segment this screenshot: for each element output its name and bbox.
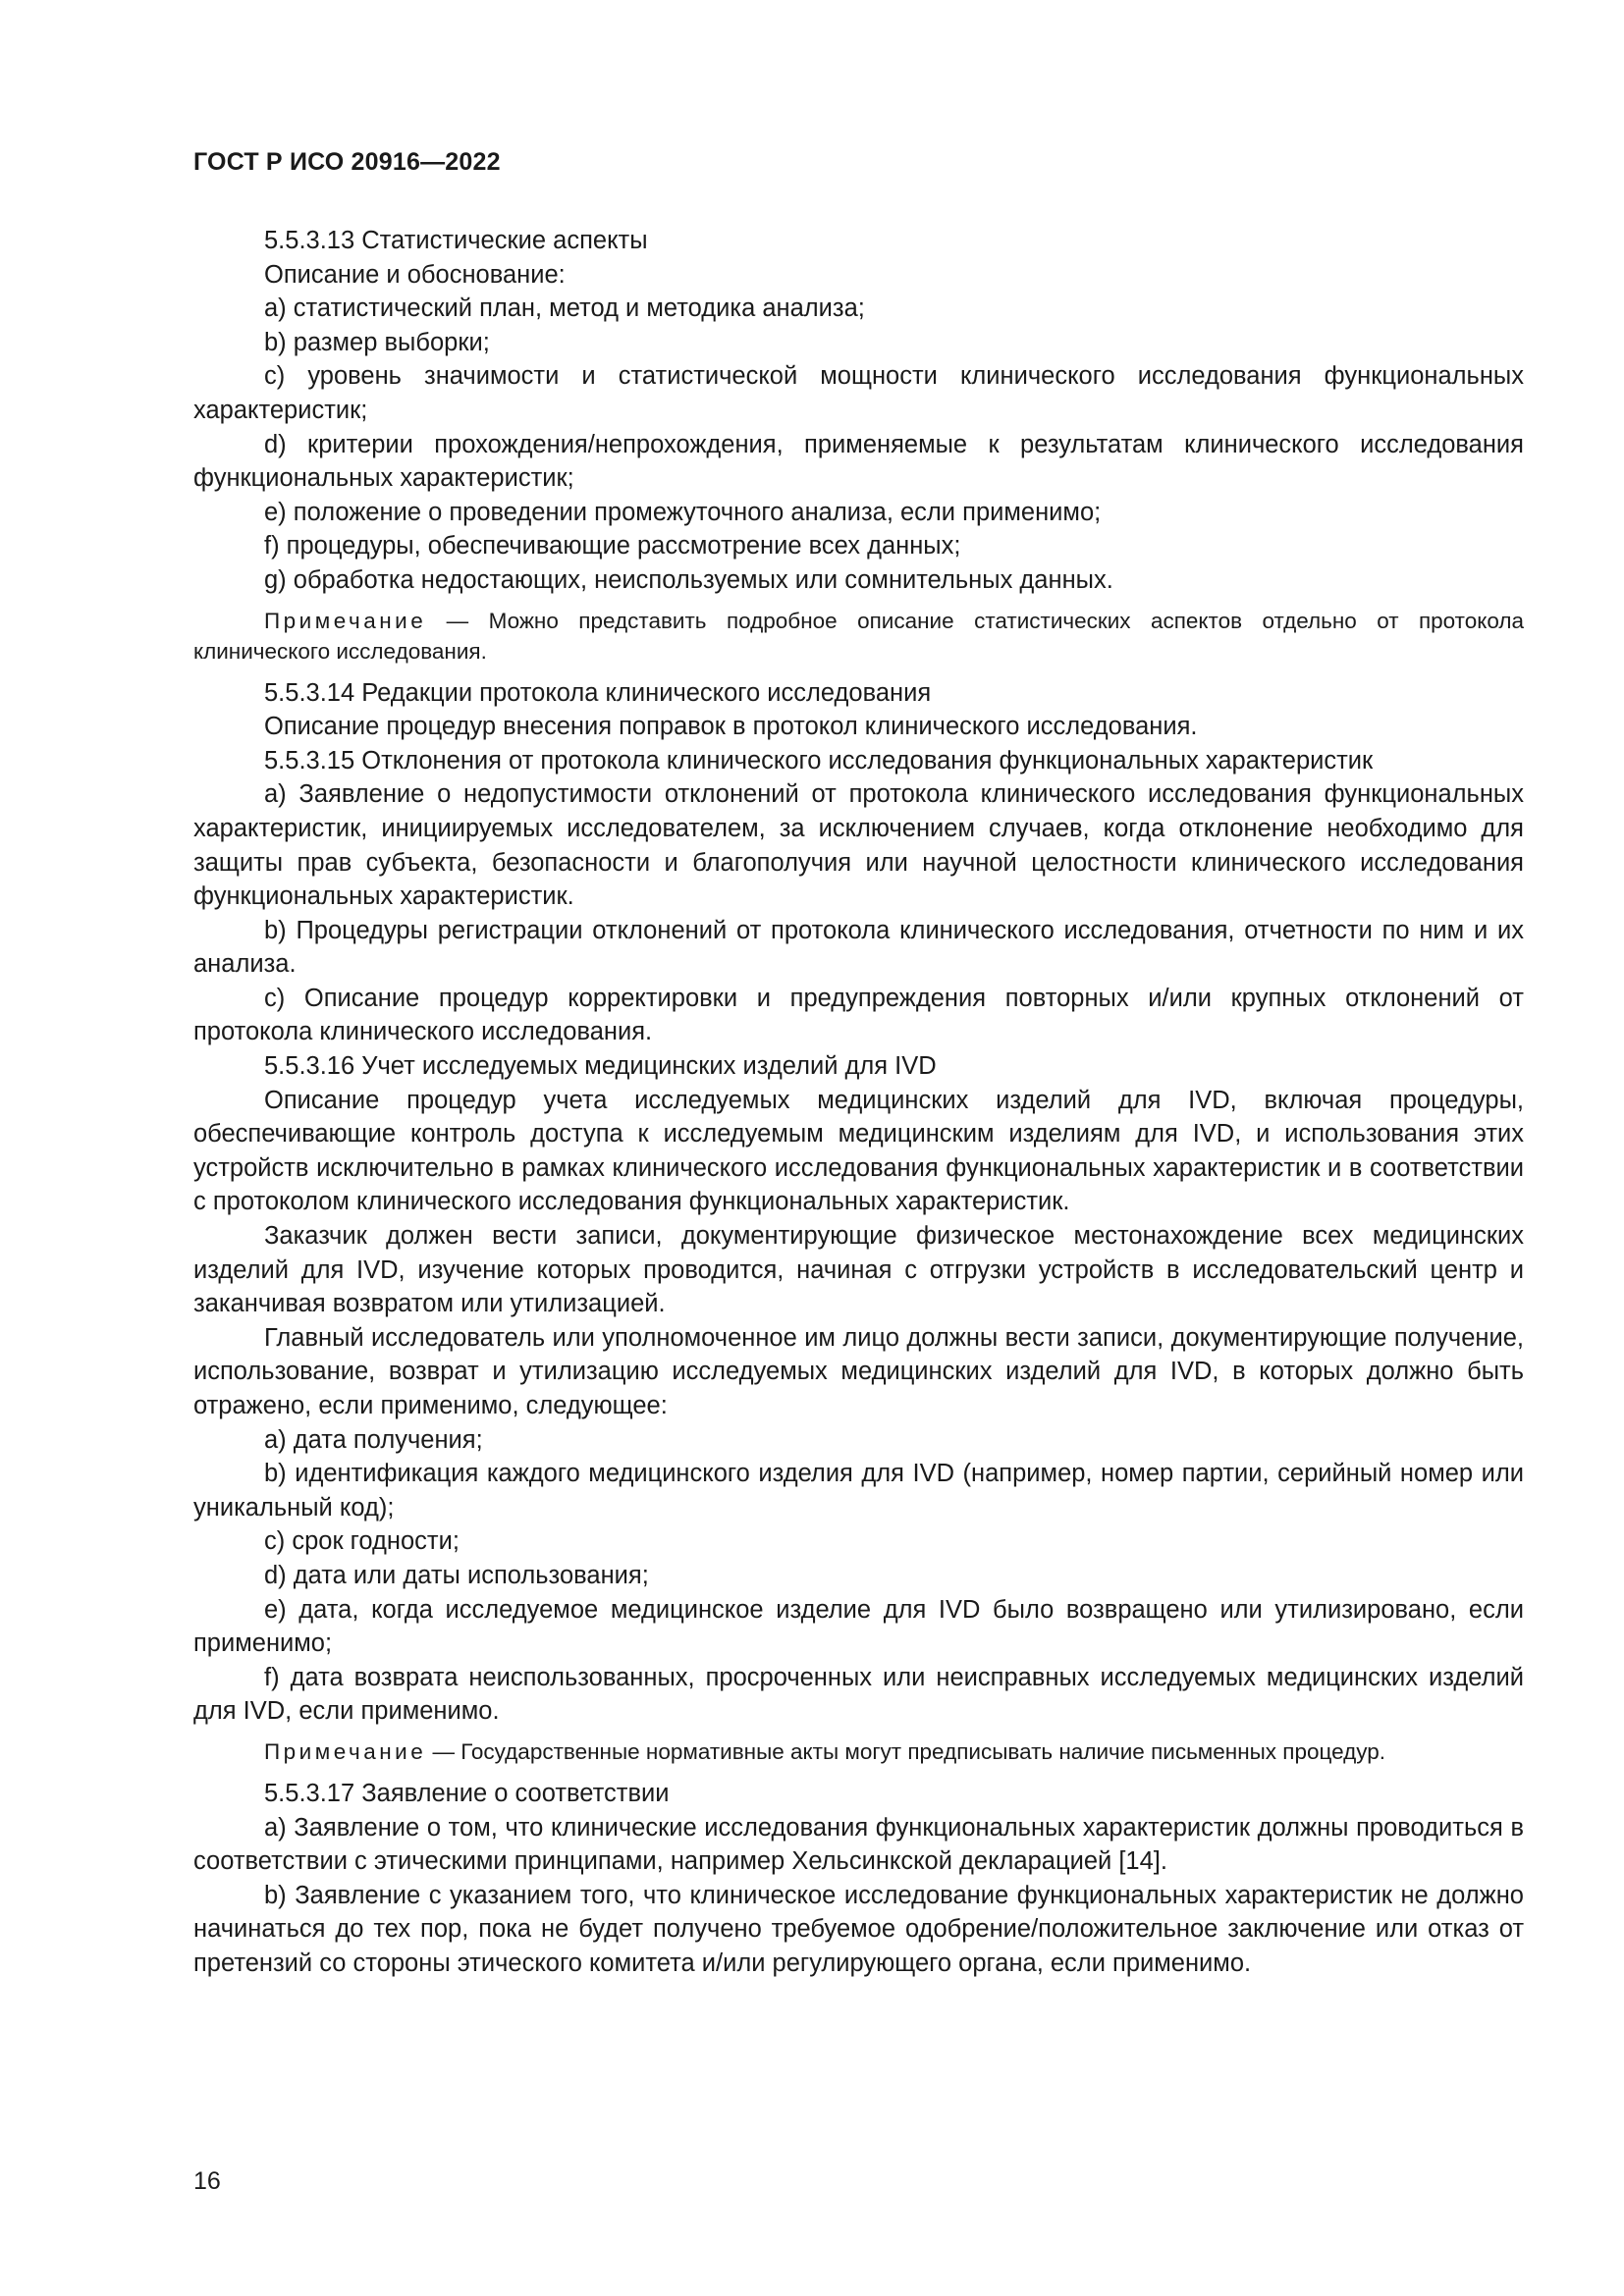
list-item: a) Заявление о том, что клинические исследования функциональных характеристик должны проводиться в соответствии с этическими принципами, например Хельсинкской декларацией [14]. [193,1813,1524,1876]
note-text: — Можно представить подробное описание статистических аспектов отдельно от протокола клинического исследования. [193,608,1524,664]
paragraph: Заказчик должен вести записи, документирующие физическое местонахождение всех медицинских изделий для IVD, изучение которых проводится, начиная с отгрузки устройств в исследовательский центр и заканчивая возвратом или утилизацией. [193,1222,1524,1318]
list-item: b) Заявление с указанием того, что клиническое исследование функциональных характеристик не должно начинаться до тех пор, пока не будет получено требуемое одобрение/положительное заключение или отказ от претензий со стороны этического комитета и/или регулирующего органа, если применимо. [193,1881,1524,1977]
list-item: e) положение о проведении промежуточного анализа, если применимо; [264,498,1102,526]
section-heading: 5.5.3.17 Заявление о соответствии [264,1779,670,1807]
paragraph: Описание и обоснование: [264,260,566,289]
list-item: b) Процедуры регистрации отклонений от протокола клинического исследования, отчетности по ним и их анализа. [193,916,1524,979]
list-item: a) статистический план, метод и методика анализа; [264,294,865,323]
page-number: 16 [193,2167,221,2195]
list-item: b) идентификация каждого медицинского изделия для IVD (например, номер партии, серийный номер или уникальный код); [193,1460,1524,1522]
section-heading: 5.5.3.14 Редакции протокола клинического исследования [264,678,932,707]
note-text: — Государственные нормативные акты могут предписывать наличие письменных процедур. [426,1738,1386,1764]
page-header: ГОСТ Р ИСО 20916—2022 [193,148,501,176]
list-item: g) обработка недостающих, неиспользуемых или сомнительных данных. [264,565,1113,594]
list-item: c) Описание процедур корректировки и предупреждения повторных и/или крупных отклонений от протокола клинического исследования. [193,984,1524,1046]
list-item: d) критерии прохождения/непрохождения, применяемые к результатам клинического исследования функциональных характеристик; [193,430,1524,493]
note [193,606,1524,667]
note [193,1736,1524,1767]
note-label: Примечание [264,608,427,633]
section-heading: 5.5.3.16 Учет исследуемых медицинских изделий для IVD [264,1052,937,1081]
section-heading: 5.5.3.15 Отклонения от протокола клинического исследования функциональных характеристик [264,746,1374,774]
list-item: f) дата возврата неиспользованных, просроченных или неисправных исследуемых медицинских изделий для IVD, если применимо. [193,1663,1524,1726]
list-item: d) дата или даты использования; [264,1561,649,1589]
paragraph: Главный исследователь или уполномоченное им лицо должны вести записи, документирующие получение, использование, возврат и утилизацию исследуемых медицинских изделий для IVD, в которых должно быть отражено, если применимо, следующее: [193,1323,1524,1419]
paragraph: Описание процедур внесения поправок в протокол клинического исследования. [264,713,1198,741]
list-item: a) Заявление о недопустимости отклонений от протокола клинического исследования функциональных характеристик, инициируемых исследователем, за исключением случаев, когда отклонение необходимо для защиты прав субъекта, безопасности и благополучия или научной целостности клинического исследования функциональных характеристик. [193,780,1524,911]
list-item: b) размер выборки; [264,328,490,356]
list-item: f) процедуры, обеспечивающие рассмотрение всех данных; [264,532,961,561]
list-item: e) дата, когда исследуемое медицинское изделие для IVD было возвращено или утилизировано, если применимо; [193,1595,1524,1658]
list-item: a) дата получения; [264,1425,483,1454]
paragraph: Описание процедур учета исследуемых медицинских изделий для IVD, включая процедуры, обеспечивающие контроль доступа к исследуемым медицинским изделиям для IVD, и использования этих устройств исключительно в рамках клинического исследования функциональных характеристик и в соответствии с протоколом клинического исследования функциональных характеристик. [193,1086,1524,1216]
section-heading: 5.5.3.13 Статистические аспекты [264,227,648,254]
list-item: c) срок годности; [264,1527,460,1556]
list-item: c) уровень значимости и статистической мощности клинического исследования функциональных характеристик; [193,362,1524,424]
page-content [193,224,1524,1981]
note-label: Примечание [264,1738,427,1764]
